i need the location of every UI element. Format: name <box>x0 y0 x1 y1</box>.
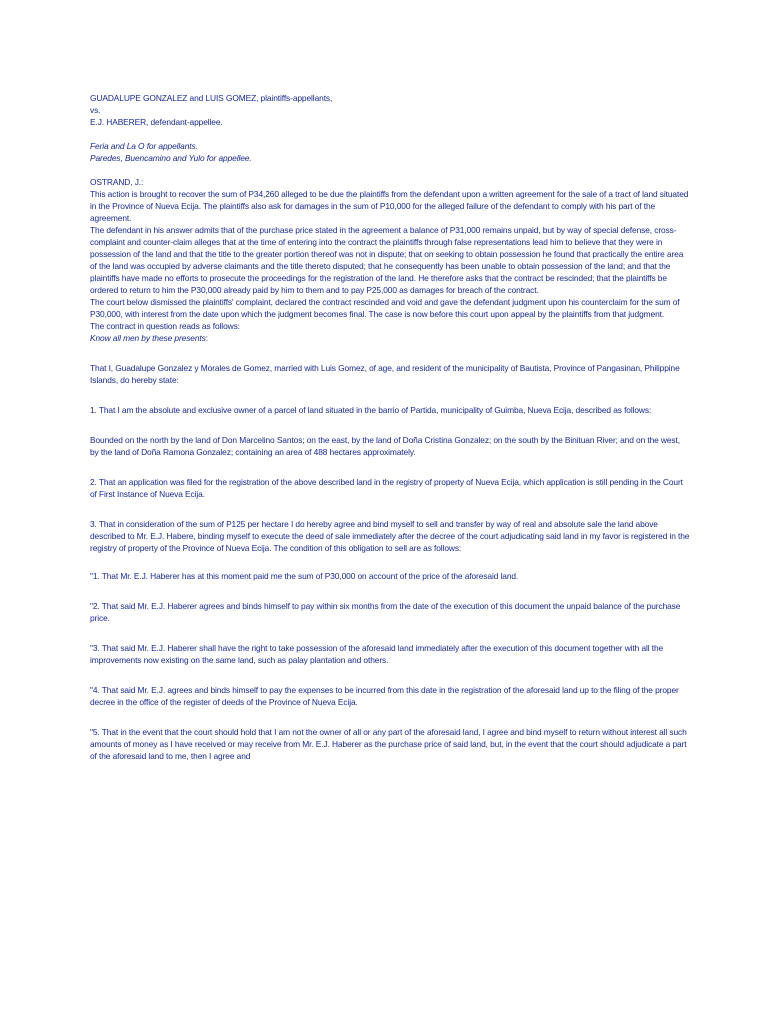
condition-3: "3. That said Mr. E.J. Haberer shall have the right to take possession of the aforesaid land immediately after the execution of this document together with all the improvements now existing on the same land, such as palay plantation and others. <box>90 643 664 665</box>
paragraph-4: The contract in question reads as follows: <box>90 321 240 331</box>
condition-5: "5. That in the event that the court should hold that I am not the owner of all or any part of the aforesaid land, I agree and bind myself to return without interest all such amounts of money as I have received or may receive from Mr. E.J. Haberer as the purchase price of said land, but, in the event that the court should adjudicate a part of the aforesaid land to me, then I agree and <box>90 727 687 761</box>
contract-opening-colon: : <box>205 333 208 343</box>
counsel-appellee: Paredes, Buencamino and Yulo for appellee. <box>90 153 252 163</box>
counsel-block <box>90 140 690 164</box>
contract-clause-boundaries: Bounded on the north by the land of Don Marcelino Santos; on the east, by the land of Doña Cristina Gonzalez; on the south by the Binituan River; and on the west, by the land of Doña Ramona Gonzalez; containing an area of 488 hectares approximately. <box>90 435 680 457</box>
caption-versus: vs. <box>90 105 101 115</box>
caption-plaintiffs: GUADALUPE GONZALEZ and LUIS GOMEZ, plaintiffs-appellants, <box>90 93 333 103</box>
judge-name: OSTRAND, J.: <box>90 177 144 187</box>
condition-4: "4. That said Mr. E.J. agrees and binds himself to pay the expenses to be incurred from this date in the registration of the aforesaid land up to the filing of the proper decree in the office of the register of deeds of the Province of Nueva Ecija. <box>90 685 679 707</box>
paragraph-2: The defendant in his answer admits that of the purchase price stated in the agreement a balance of P31,000 remains unpaid, but by way of special defense, cross-complaint and counter-claim alleges that at the time of entering into the contract the plaintiffs through false representations lead him to believe that they were in possession of the land and that the title to the greater portion thereof was not in dispute; that on seeking to obtain possession he found that practically the entire area of the land was occupied by adverse claimants and the title thereto disputed; that he consequently has been unable to obtain possession of the land; and that the plaintiffs have made no efforts to prosecute the proceedings for the registration of the land. He therefore asks that the contract be rescinded; that the plaintiffs be ordered to return to him the P30,000 already paid by him to them and to pay P25,000 as damages for breach of the contract. <box>90 225 684 295</box>
counsel-appellants: Feria and La O for appellants. <box>90 141 198 151</box>
contract-clause-3: 3. That in consideration of the sum of P125 per hectare I do hereby agree and bind myself to sell and transfer by way of real and absolute sale the land above described to Mr. E.J. Habere, binding myself to execute the deed of sale immediately after the decree of the court adjudicating said land in my favor is registered in the registry of property of the Province of Nueva Ecija. The condition of this obligation to sell are as follows: <box>90 519 690 553</box>
ponente <box>90 176 690 188</box>
document-page <box>90 92 690 762</box>
paragraph-1: This action is brought to recover the sum of P34,260 alleged to be due the plaintiffs from the defendant upon a written agreement for the sale of a tract of land situated in the Province of Nueva Ecija. The plaintiffs also ask for damages in the sum of P10,000 for the alleged failure of the defendant to comply with his part of the agreement. <box>90 189 689 223</box>
contract-opening <box>90 332 690 344</box>
caption-defendant: E.J. HABERER, defendant-appellee. <box>90 117 223 127</box>
condition-1: "1. That Mr. E.J. Haberer has at this moment paid me the sum of P30,000 on account of the price of the aforesaid land. <box>90 571 519 581</box>
contract-clause-2: 2. That an application was filed for the registration of the above described land in the registry of property of Nueva Ecija, which application is still pending in the Court of First Instance of Nueva Ecija. <box>90 477 683 499</box>
condition-2: "2. That said Mr. E.J. Haberer agrees and binds himself to pay within six months from the date of the execution of this document the unpaid balance of the purchase price. <box>90 601 681 623</box>
contract-clause-preamble: That I, Guadalupe Gonzalez y Morales de Gomez, married with Luis Gomez, of age, and resident of the municipality of Bautista, Province of Pangasinan, Philippine Islands, do hereby state: <box>90 363 680 385</box>
paragraph-3: The court below dismissed the plaintiffs' complaint, declared the contract rescinded and void and gave the defendant judgment upon his counterclaim for the sum of P30,000, with interest from the date upon which the judgment becomes final. The case is now before this court upon appeal by the plaintiffs from that judgment. <box>90 297 680 319</box>
contract-opening-text: Know all men by these presents <box>90 333 206 343</box>
case-caption <box>90 92 690 128</box>
contract-clause-1: 1. That I am the absolute and exclusive owner of a parcel of land situated in the barrio of Partida, municipality of Guimba, Nueva Ecija, described as follows: <box>90 405 652 415</box>
